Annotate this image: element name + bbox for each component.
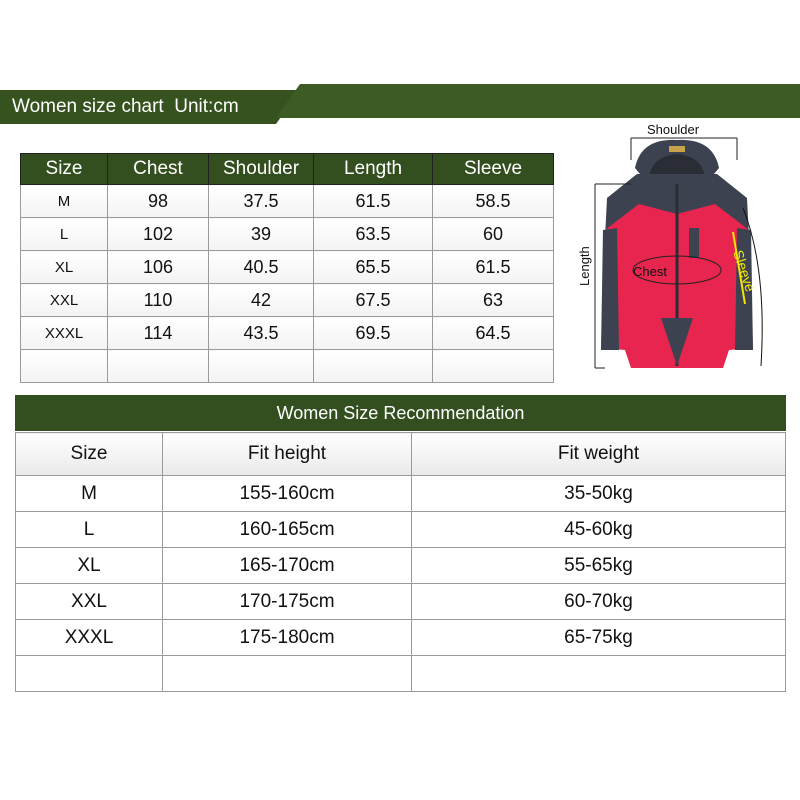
table-cell	[21, 350, 108, 383]
table-cell: XXXL	[21, 317, 108, 350]
table-cell: L	[16, 512, 163, 548]
table-row	[21, 185, 554, 218]
table-row	[21, 284, 554, 317]
table-cell: 102	[108, 218, 209, 251]
table-cell: 64.5	[433, 317, 554, 350]
table-cell: 43.5	[209, 317, 314, 350]
table-row	[16, 656, 786, 692]
table-cell: XXL	[21, 284, 108, 317]
jacket-diagram	[577, 118, 777, 378]
chest-label: Chest	[633, 264, 667, 279]
table-cell: 98	[108, 185, 209, 218]
table-cell: XL	[21, 251, 108, 284]
table-cell: XL	[16, 548, 163, 584]
table-row	[21, 317, 554, 350]
table-cell: 114	[108, 317, 209, 350]
table-cell: 42	[209, 284, 314, 317]
table-cell: 40.5	[209, 251, 314, 284]
table-row	[16, 548, 786, 584]
column-header: Length	[314, 154, 433, 185]
table-row	[16, 620, 786, 656]
table-row	[16, 512, 786, 548]
table-cell	[108, 350, 209, 383]
table-cell: M	[21, 185, 108, 218]
table-header-row	[21, 154, 554, 185]
table-cell: 39	[209, 218, 314, 251]
column-header: Chest	[108, 154, 209, 185]
table-cell	[163, 656, 412, 692]
table-cell: 170-175cm	[163, 584, 412, 620]
table-cell: 65.5	[314, 251, 433, 284]
table-cell: 69.5	[314, 317, 433, 350]
table-cell: 60	[433, 218, 554, 251]
column-header: Size	[21, 154, 108, 185]
table-cell	[433, 350, 554, 383]
table-cell: 160-165cm	[163, 512, 412, 548]
table-cell: 165-170cm	[163, 548, 412, 584]
column-header: Fit weight	[412, 433, 786, 476]
table-cell: L	[21, 218, 108, 251]
recommendation-title: Women Size Recommendation	[15, 395, 786, 431]
table-cell: 65-75kg	[412, 620, 786, 656]
table-row	[21, 218, 554, 251]
table-cell: 55-65kg	[412, 548, 786, 584]
table-header-row	[16, 433, 786, 476]
table-cell: 58.5	[433, 185, 554, 218]
table-cell: 61.5	[314, 185, 433, 218]
shoulder-label: Shoulder	[647, 122, 700, 137]
table-cell: 155-160cm	[163, 476, 412, 512]
table-cell: 60-70kg	[412, 584, 786, 620]
size-recommendation-table	[15, 432, 786, 692]
table-cell: 106	[108, 251, 209, 284]
column-header: Shoulder	[209, 154, 314, 185]
table-row	[21, 251, 554, 284]
table-cell: 63.5	[314, 218, 433, 251]
table-cell	[16, 656, 163, 692]
table-cell: 63	[433, 284, 554, 317]
table-cell: 175-180cm	[163, 620, 412, 656]
table-row	[21, 350, 554, 383]
column-header: Size	[16, 433, 163, 476]
table-cell: XXXL	[16, 620, 163, 656]
table-cell: 45-60kg	[412, 512, 786, 548]
table-cell	[412, 656, 786, 692]
table-row	[16, 584, 786, 620]
length-label: Length	[577, 246, 592, 286]
table-cell: XXL	[16, 584, 163, 620]
table-cell	[314, 350, 433, 383]
table-cell: 35-50kg	[412, 476, 786, 512]
column-header: Fit height	[163, 433, 412, 476]
table-cell: 67.5	[314, 284, 433, 317]
size-chart-table	[20, 153, 554, 383]
table-row	[16, 476, 786, 512]
table-cell: 37.5	[209, 185, 314, 218]
page-title: Women size chart Unit:cm	[12, 96, 239, 117]
table-cell: 61.5	[433, 251, 554, 284]
table-cell	[209, 350, 314, 383]
sleeve-label: Sleeve	[730, 247, 759, 294]
column-header: Sleeve	[433, 154, 554, 185]
table-cell: 110	[108, 284, 209, 317]
table-cell: M	[16, 476, 163, 512]
